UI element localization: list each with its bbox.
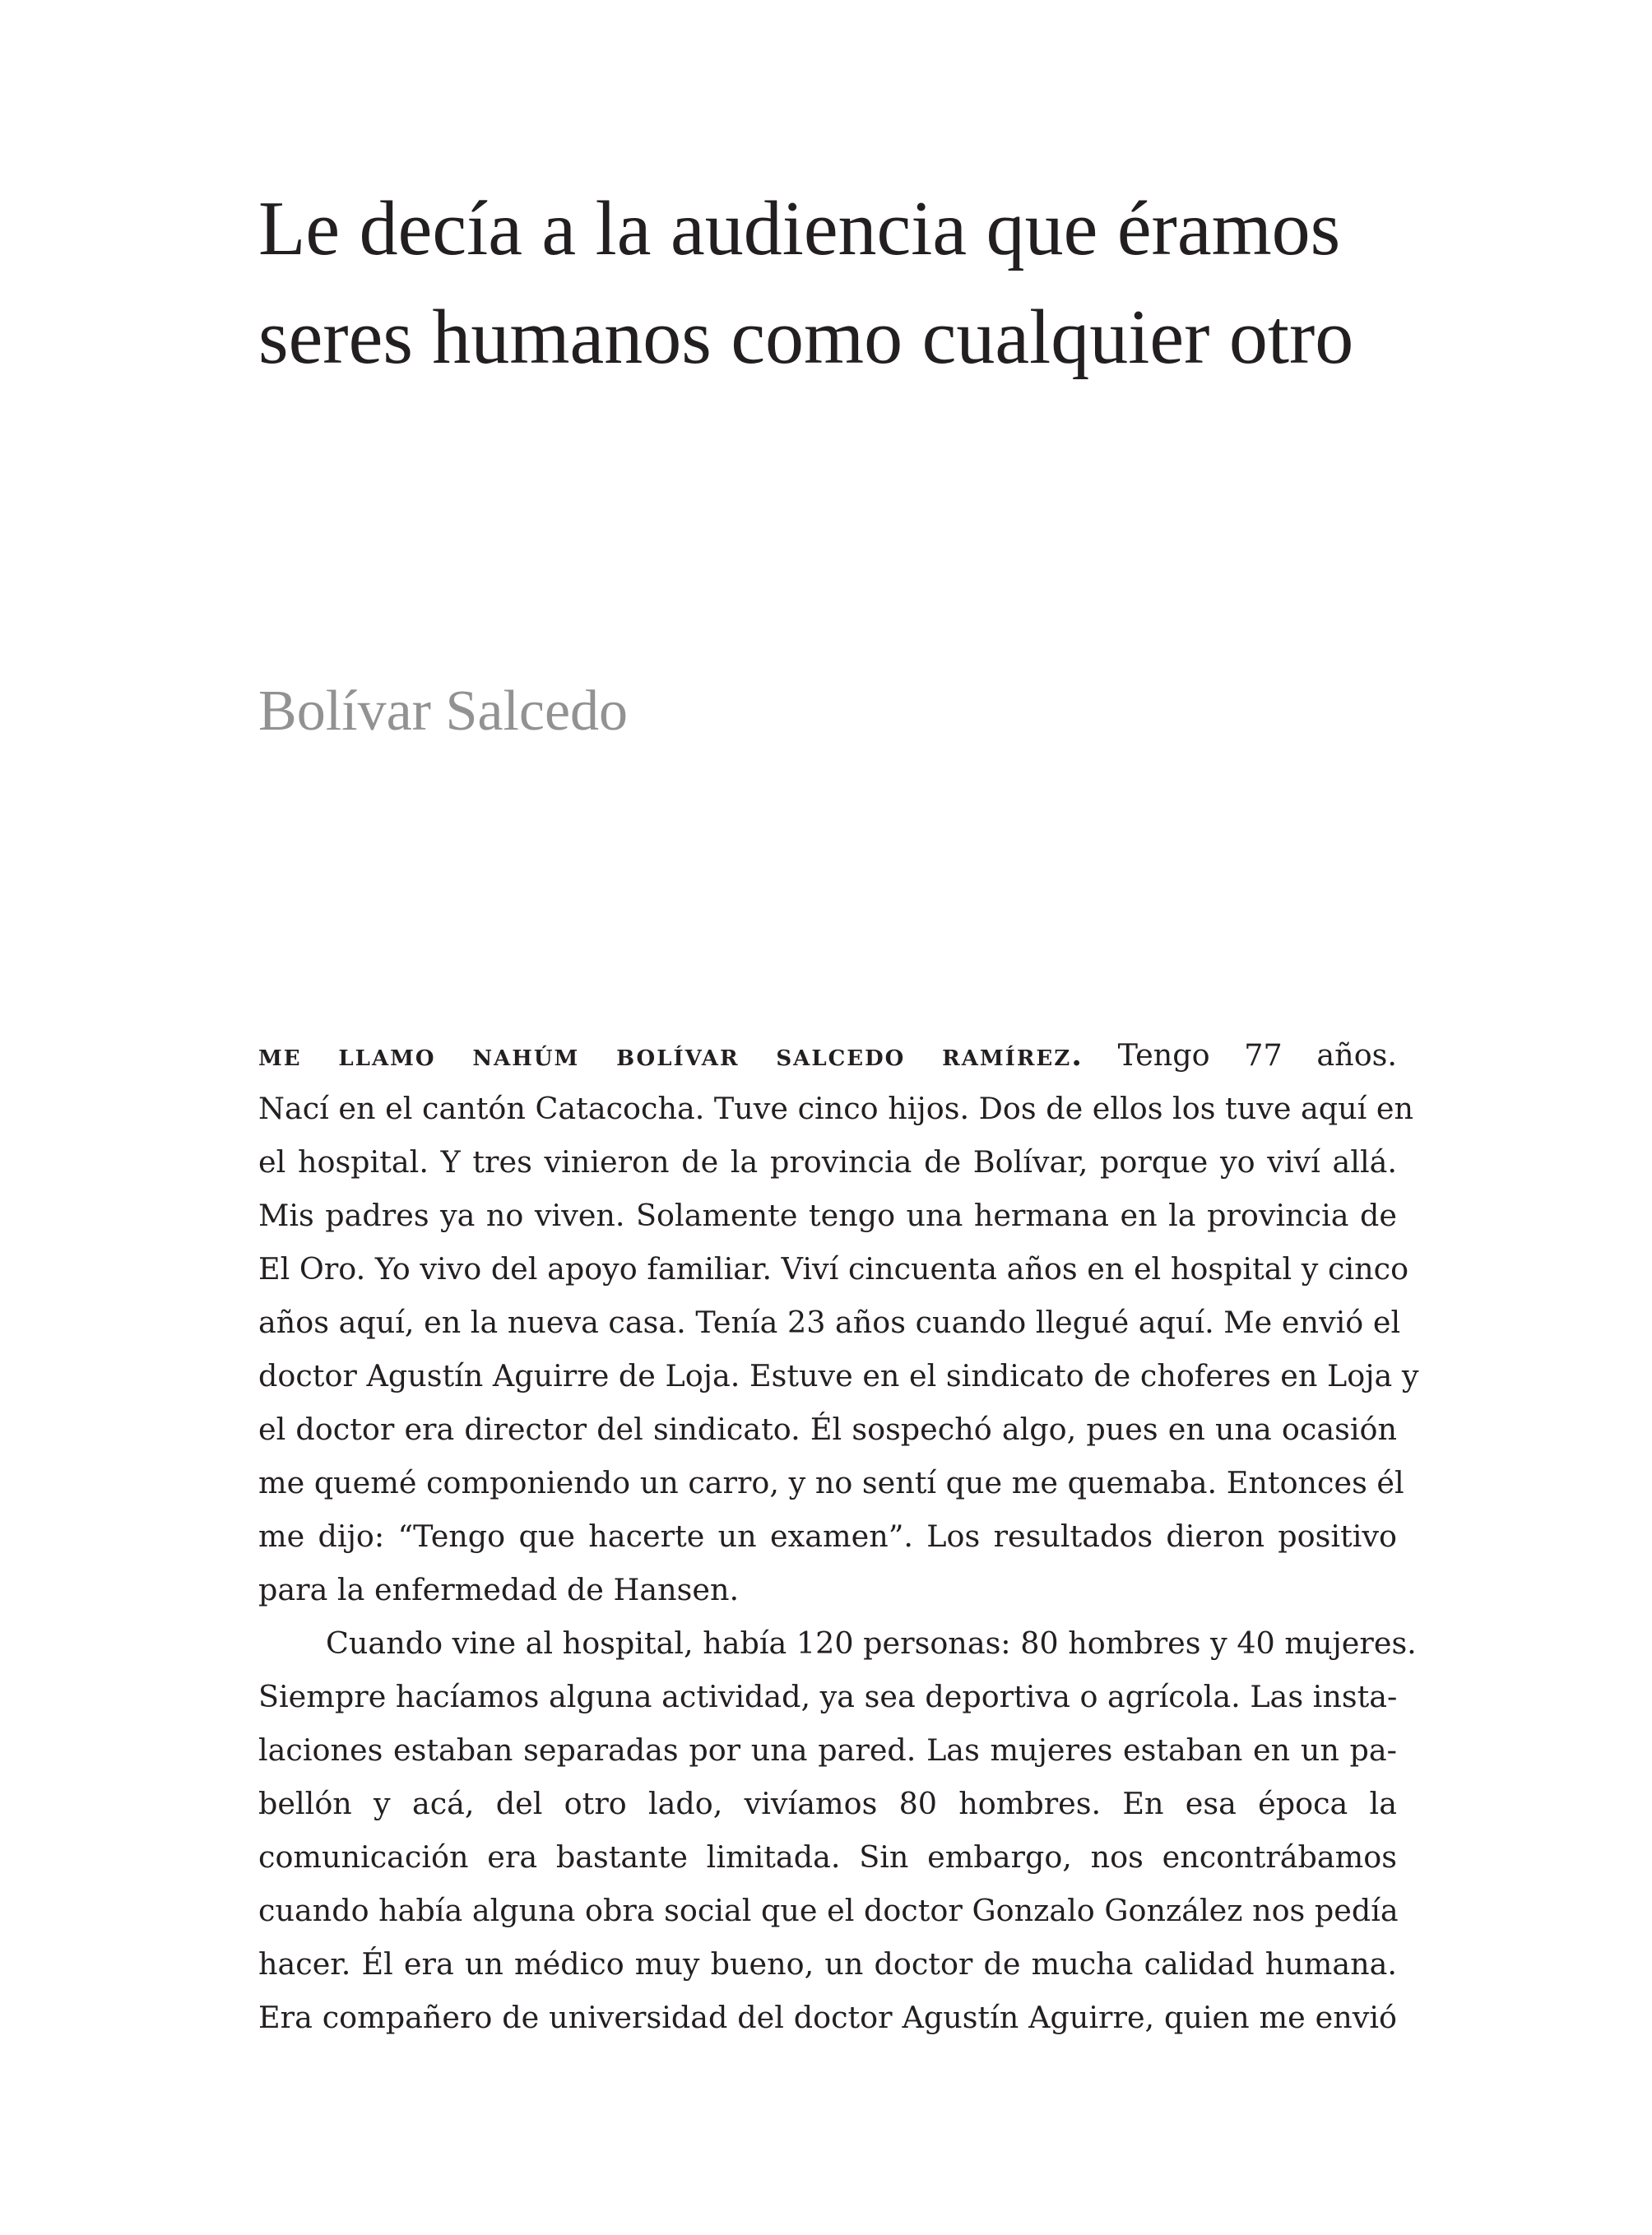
paragraph-line: Siempre hacíamos alguna actividad, ya sea deportiva o agrícola. Las insta- bbox=[258, 1679, 1398, 1714]
chapter-title bbox=[258, 174, 1492, 392]
paragraph-1 bbox=[258, 1028, 1419, 1616]
paragraph-line: laciones estaban separadas por una pared. Las mujeres estaban en un pa- bbox=[258, 1732, 1397, 1768]
paragraph-line: cuando había alguna obra social que el doctor Gonzalo González nos pedía bbox=[258, 1893, 1399, 1928]
paragraph-line: hacer. Él era un médico muy bueno, un doctor de mucha calidad humana. bbox=[258, 1946, 1397, 1982]
paragraph-line: comunicación era bastante limitada. Sin embargo, nos encontrábamos bbox=[258, 1839, 1397, 1875]
paragraph-line: me quemé componiendo un carro, y no sentí que me quemaba. Entonces él bbox=[258, 1465, 1404, 1500]
lead-in-small-caps: me llamo nahúm bolívar salcedo ramírez. bbox=[258, 1037, 1084, 1073]
paragraph-line: Era compañero de universidad del doctor Agustín Aguirre, quien me envió bbox=[258, 2000, 1397, 2035]
chapter-title-line-2: seres humanos como cualquier otro bbox=[258, 294, 1354, 380]
paragraph-line: Mis padres ya no viven. Solamente tengo una hermana en la provincia de bbox=[258, 1198, 1397, 1233]
paragraph-line: Nací en el cantón Catacocha. Tuve cinco hijos. Dos de ellos los tuve aquí en bbox=[258, 1091, 1414, 1126]
paragraph-line-text: Tengo 77 años. bbox=[1083, 1037, 1397, 1073]
paragraph-line: bellón y acá, del otro lado, vivíamos 80 hombres. En esa época la bbox=[258, 1786, 1397, 1821]
paragraph-line: para la enfermedad de Hansen. bbox=[258, 1572, 740, 1607]
paragraph-line bbox=[258, 1028, 1397, 1082]
paragraph-2 bbox=[258, 1616, 1417, 2044]
paragraph-line: el hospital. Y tres vinieron de la provincia de Bolívar, porque yo viví allá. bbox=[258, 1144, 1397, 1180]
author-name: Bolívar Salcedo bbox=[258, 679, 629, 743]
paragraph-line: me dijo: “Tengo que hacerte un examen”. Los resultados dieron positivo bbox=[258, 1519, 1397, 1554]
paragraph-line: años aquí, en la nueva casa. Tenía 23 años cuando llegué aquí. Me envió el bbox=[258, 1305, 1401, 1340]
paragraph-line: el doctor era director del sindicato. Él sospechó algo, pues en una ocasión bbox=[258, 1412, 1397, 1447]
paragraph-line: El Oro. Yo vivo del apoyo familiar. Viví cincuenta años en el hospital y cinco bbox=[258, 1251, 1409, 1287]
paragraph-line: doctor Agustín Aguirre de Loja. Estuve en el sindicato de choferes en Loja y bbox=[258, 1358, 1419, 1393]
paragraph-line: Cuando vine al hospital, había 120 personas: 80 hombres y 40 mujeres. bbox=[326, 1625, 1417, 1661]
chapter-title-line-1: Le decía a la audiencia que éramos bbox=[258, 186, 1341, 271]
body-text bbox=[258, 1028, 1419, 2044]
